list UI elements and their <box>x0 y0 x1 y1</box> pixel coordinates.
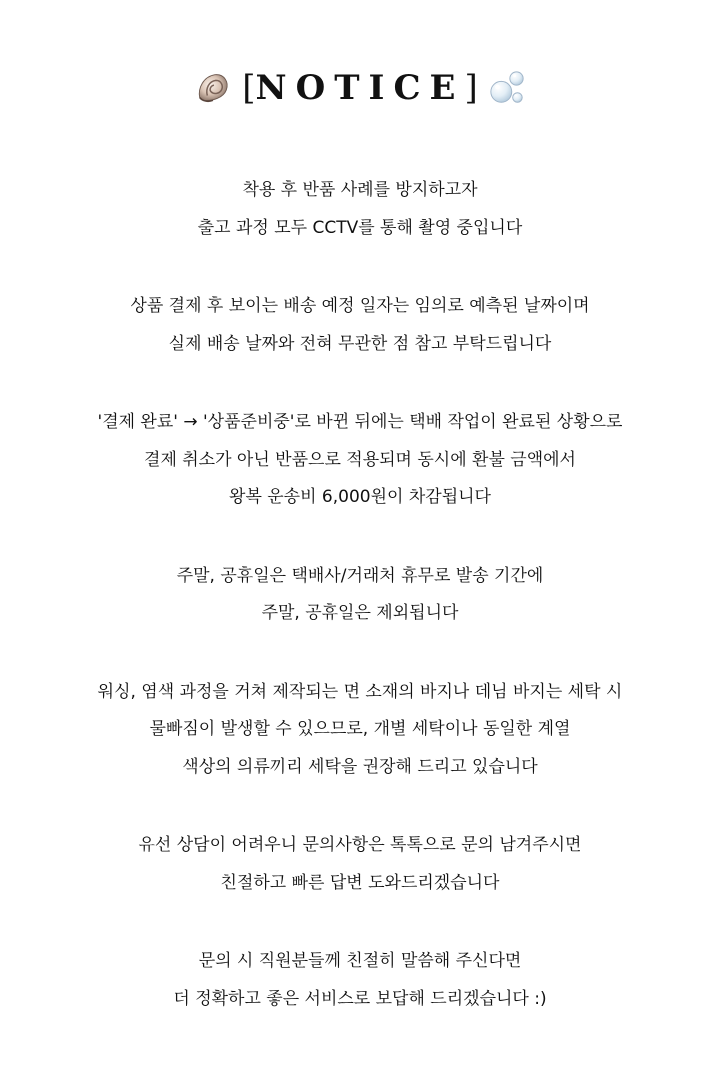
notice-paragraph-delivery-date <box>0 288 720 363</box>
notice-line: 착용 후 반품 사례를 방지하고자 <box>242 180 478 200</box>
notice-line: 결제 취소가 아닌 반품으로 적용되며 동시에 환불 금액에서 <box>144 449 576 470</box>
notice-line: 문의 시 직원분들께 친절히 말씀해 주신다면 <box>198 951 522 971</box>
bracket-close: ] <box>464 68 478 108</box>
notice-line: 더 정확하고 좋은 서비스로 보답해 드리겠습니다 :) <box>173 988 547 1009</box>
notice-body <box>0 172 720 1059</box>
notice-line: 상품 결제 후 보이는 배송 예정 일자는 임의로 예측된 날짜이며 <box>130 296 590 316</box>
notice-line: 색상의 의류끼리 세탁을 권장해 드리고 있습니다 <box>182 756 538 777</box>
bubbles-icon <box>488 69 526 107</box>
notice-line: '결제 완료' → '상품준비중'로 바뀐 뒤에는 택배 작업이 완료된 상황으로 <box>97 412 623 432</box>
notice-paragraph-closing <box>0 943 720 1018</box>
notice-title-text: NOTICE <box>255 68 465 108</box>
notice-line: 출고 과정 모두 CCTV를 통해 촬영 중입니다 <box>197 217 523 238</box>
notice-paragraph-inquiry <box>0 827 720 902</box>
notice-paragraph-cctv <box>0 172 720 247</box>
notice-paragraph-return-fee <box>0 404 720 517</box>
notice-line: 왕복 운송비 6,000원이 차감됩니다 <box>229 487 491 507</box>
notice-line: 실제 배송 날짜와 전혀 무관한 점 참고 부탁드립니다 <box>168 333 552 354</box>
seashell-icon <box>194 69 232 107</box>
notice-line: 주말, 공휴일은 택배사/거래처 휴무로 발송 기간에 <box>176 565 544 586</box>
notice-line: 주말, 공휴일은 제외됩니다 <box>261 603 459 623</box>
notice-line: 친절하고 빠른 답변 도와드리겠습니다 <box>220 872 500 893</box>
notice-paragraph-holidays <box>0 558 720 633</box>
bracket-open: [ <box>242 68 256 108</box>
notice-line: 워싱, 염색 과정을 거쳐 제작되는 면 소재의 바지나 데님 바지는 세탁 시 <box>97 681 623 702</box>
notice-header <box>0 62 720 114</box>
notice-paragraph-washing <box>0 674 720 787</box>
notice-line: 물빠짐이 발생할 수 있으므로, 개별 세탁이나 동일한 계열 <box>149 719 571 739</box>
notice-title <box>242 68 477 108</box>
notice-line: 유선 상담이 어려우니 문의사항은 톡톡으로 문의 남겨주시면 <box>138 835 582 855</box>
